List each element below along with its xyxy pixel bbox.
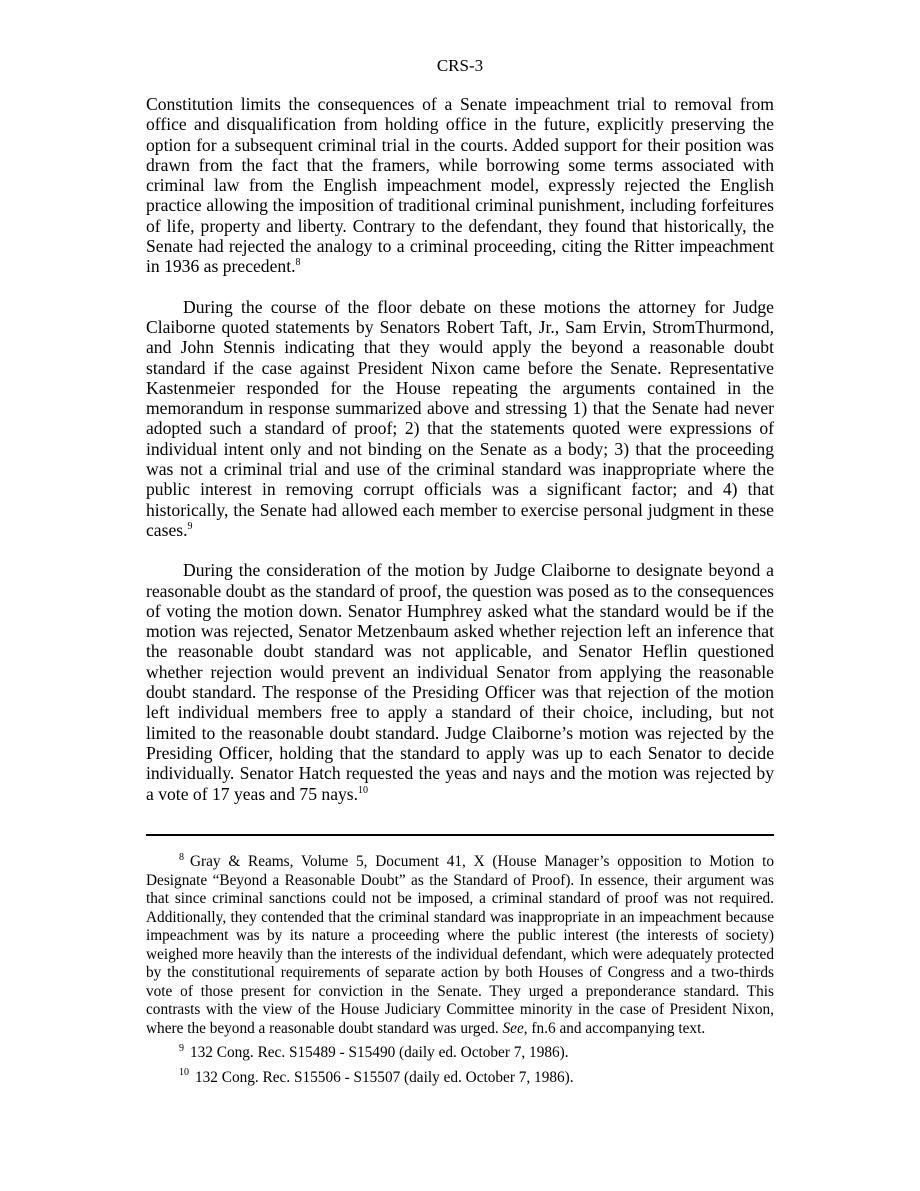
footnote-mark-10: 10 <box>179 1067 189 1079</box>
footnote-mark-8: 8 <box>179 851 184 863</box>
footnote-8-text: Gray & Reams, Volume 5, Document 41, X (House Manager’s opposition to Motion to Designate “Beyond a Reasonable Doubt” as the Standard of Proof). In essence, their argument was that since criminal sanctions could not be imposed, a criminal standard of proof was not required. Additionally, they contended that the criminal standard was inappropriate in an impeachment because impeachment was by its nature a proceeding where the public interest (the interests of society) weighed more heavily than the interests of the individual defendant, which were adequately protected by the constitutional requirements of separate action by both Houses of Congress and a two-thirds vote of those present for conviction in the Senate. They urged a preponderance standard. This contrasts with the view of the House Judiciary Committee minority in the case of President Nixon, where the beyond a reasonable doubt standard was urged. <box>146 853 774 1037</box>
page-number-header: CRS-3 <box>436 56 484 75</box>
footnote-8-see: See <box>502 1019 524 1037</box>
footnote-9 <box>146 1044 774 1063</box>
paragraph-2 <box>146 297 774 541</box>
footnote-separator <box>146 834 774 836</box>
footnote-8-tail: , fn.6 and accompanying text. <box>523 1019 706 1037</box>
paragraph-3-text: During the consideration of the motion by Judge Claiborne to designate beyond a reasonable doubt as the standard of proof, the question was posed as to the consequences of voting the motion down. Senator Humphrey asked what the standard would be if the motion was rejected, Senator Metzenbaum asked whether rejection left an inference that the reasonable doubt standard was not applicable, and Senator Heflin questioned whether rejection would prevent an individual Senator from applying the reasonable doubt standard. The response of the Presiding Officer was that rejection of the motion left individual members free to apply a standard of their choice, including, but not limited to the reasonable doubt standard. Judge Claiborne’s motion was rejected by the Presiding Officer, holding that the standard to apply was up to each Senator to decide individually. Senator Hatch requested the yeas and nays and the motion was rejected by a vote of 17 yeas and 75 nays. <box>146 560 774 804</box>
paragraph-1 <box>146 94 774 277</box>
footnote-8 <box>146 853 774 1038</box>
footnote-ref-8[interactable]: 8 <box>295 257 301 269</box>
footnotes <box>146 853 774 1087</box>
footnote-9-text: 132 Cong. Rec. S15489 - S15490 (daily ed. October 7, 1986). <box>190 1044 569 1061</box>
footnote-10-text: 132 Cong. Rec. S15506 - S15507 (daily ed. October 7, 1986). <box>195 1068 574 1086</box>
footnote-10 <box>146 1069 774 1088</box>
footnote-mark-9: 9 <box>179 1042 184 1054</box>
body-text <box>146 94 774 804</box>
paragraph-1-text: Constitution limits the consequences of a Senate impeachment trial to removal from office and disqualification from holding office in the future, explicitly preserving the option for a subsequent criminal trial in the courts. Added support for their position was drawn from the fact that the framers, while borrowing some terms associated with criminal law from the English impeachment model, expressly rejected the English practice allowing the imposition of traditional criminal punishment, including forfeitures of life, property and liberty. Contrary to the defendant, they found that historically, the Senate had rejected the analogy to a criminal proceeding, citing the Ritter impeachment in 1936 as precedent. <box>146 94 774 277</box>
footnote-ref-10[interactable]: 10 <box>358 784 369 796</box>
paragraph-3 <box>146 560 774 804</box>
paragraph-2-text: During the course of the floor debate on these motions the attorney for Judge Claiborne quoted statements by Senators Robert Taft, Jr., Sam Ervin, StromThurmond, and John Stennis indicating that they would apply the beyond a reasonable doubt standard if the case against President Nixon came before the Senate. Representative Kastenmeier responded for the House repeating the arguments contained in the memorandum in response summarized above and stressing 1) that the Senate had never adopted such a standard of proof; 2) that the statements quoted were expressions of individual intent only and not binding on the Senate as a body; 3) that the proceeding was not a criminal trial and use of the criminal standard was inappropriate where the public interest in removing corrupt officials was a significant factor; and 4) that historically, the Senate had allowed each member to exercise personal judgment in these cases. <box>146 296 774 540</box>
footnote-ref-9[interactable]: 9 <box>187 521 193 533</box>
